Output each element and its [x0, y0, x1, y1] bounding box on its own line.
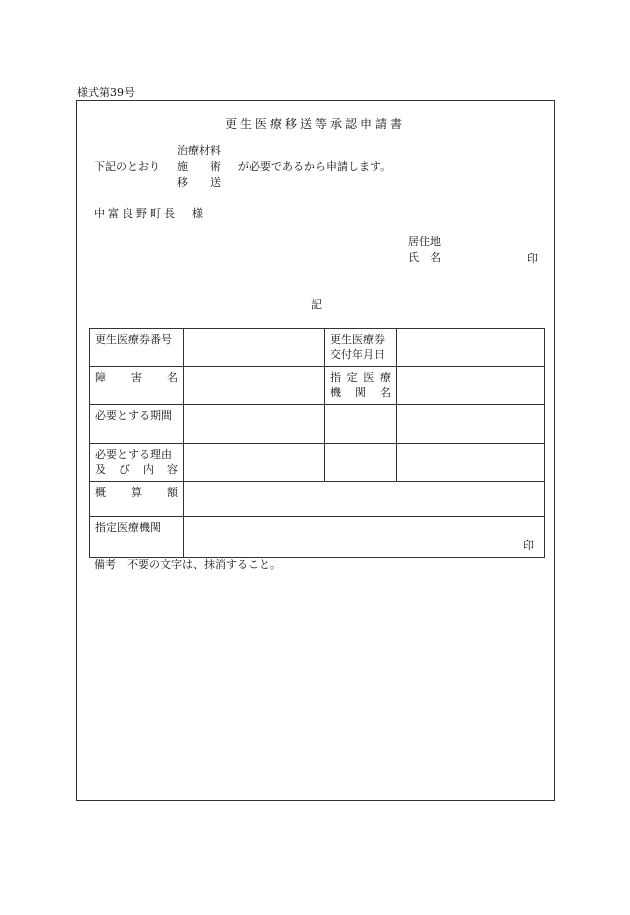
table-row [90, 405, 545, 444]
designated-institution-field[interactable] [397, 367, 545, 405]
remark-note: 備考 不要の文字は、抹消すること。 [94, 558, 281, 571]
reason-field-3[interactable] [397, 444, 545, 482]
option-transport: 移 送 [177, 176, 221, 189]
option-procedure: 施 術 [177, 160, 221, 173]
table-row [90, 367, 545, 405]
reason-field-2[interactable] [325, 444, 397, 482]
form-title: 更生医療移送等承認申請書 [224, 117, 405, 131]
estimated-amount-field[interactable] [184, 482, 545, 517]
ki-heading: 記 [311, 298, 322, 311]
card-issue-date-field[interactable] [397, 329, 545, 367]
reason-label: 必要とする理由 及 び 内 容 [90, 444, 184, 482]
residence-label: 居住地 [408, 235, 441, 248]
designated-institution-label: 指 定 医 療 機 関 名 [325, 367, 397, 405]
card-number-label: 更生医療券番号 [90, 329, 184, 367]
required-period-field-1[interactable] [184, 405, 325, 444]
statement-suffix: が必要であるから申請します。 [238, 160, 392, 173]
disability-label: 障 害 名 [90, 367, 184, 405]
required-period-field-2[interactable] [325, 405, 397, 444]
table-row [90, 517, 545, 558]
detail-table [89, 328, 545, 558]
option-treatment-materials: 治療材料 [177, 144, 221, 157]
institution-field[interactable] [184, 517, 545, 558]
form-code: 様式第39号 [77, 86, 135, 99]
required-period-field-3[interactable] [397, 405, 545, 444]
card-number-field[interactable] [184, 329, 325, 367]
table-row [90, 482, 545, 517]
required-period-label: 必要とする期間 [90, 405, 184, 444]
reason-field-1[interactable] [184, 444, 325, 482]
disability-field[interactable] [184, 367, 325, 405]
statement-prefix: 下記のとおり [94, 160, 160, 173]
estimated-amount-label: 概 算 額 [90, 482, 184, 517]
institution-seal-mark: 印 [523, 539, 534, 552]
table-row [90, 329, 545, 367]
institution-label: 指定医療機関 [90, 517, 184, 558]
applicant-seal-mark: 印 [527, 252, 538, 265]
card-issue-date-label: 更生医療券 交付年月日 [325, 329, 397, 367]
table-row [90, 444, 545, 482]
addressee: 中富良野町長 様 [94, 207, 206, 220]
name-label: 氏 名 [408, 251, 441, 264]
